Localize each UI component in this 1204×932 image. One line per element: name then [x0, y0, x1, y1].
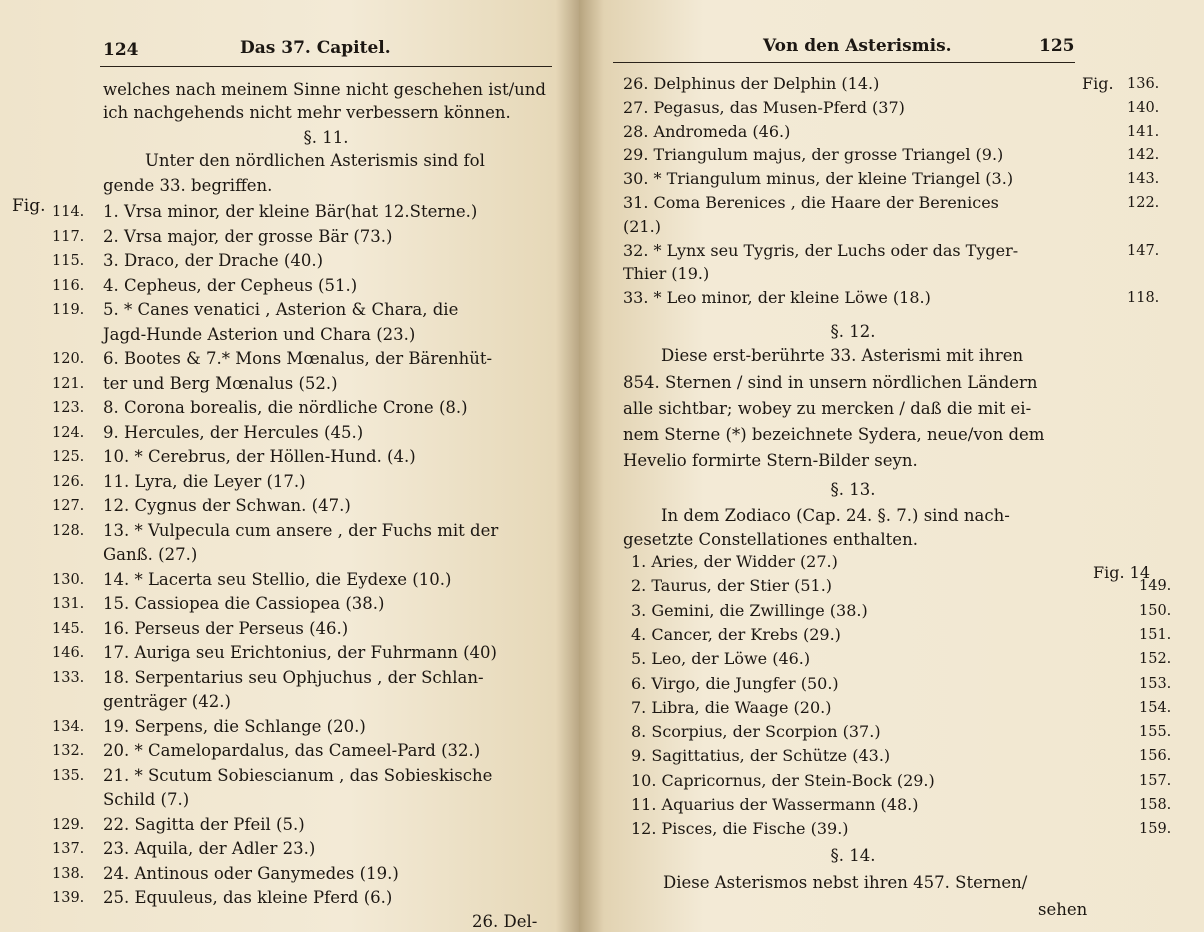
entry-text: 2. Taurus, der Stier (51.): [631, 576, 833, 596]
figure-number: 128.: [52, 522, 85, 539]
figure-number: 132.: [52, 743, 85, 759]
figure-number: 147.: [1127, 242, 1160, 259]
catchword: 26. Del-: [472, 912, 538, 931]
paragraph-line: Hevelio formirte Stern-Bilder seyn.: [623, 451, 918, 470]
entry-text: 15. Cassiopea die Cassiopea (38.): [103, 594, 385, 613]
entry-text: 12. Cygnus der Schwan. (47.): [103, 496, 351, 515]
entry-text: 11. Lyra, die Leyer (17.): [103, 471, 306, 491]
entry-text: 10. * Cerebrus, der Höllen-Hund. (4.): [103, 447, 416, 466]
entry-text: 3. Gemini, die Zwillinge (38.): [631, 600, 868, 620]
fig-label: Fig.: [1082, 74, 1114, 93]
entry-text: 9. Sagittatius, der Schütze (43.): [631, 746, 891, 766]
entry-text: 6. Virgo, die Jungfer (50.): [631, 673, 839, 693]
entry-text: 26. Delphinus der Delphin (14.): [623, 74, 880, 93]
figure-number: 157.: [1139, 772, 1172, 789]
figure-number: 158.: [1139, 797, 1172, 813]
figure-number: 123.: [52, 400, 85, 416]
entry-text: 22. Sagitta der Pfeil (5.): [103, 814, 305, 834]
entry-text: 21. * Scutum Sobiescianum , das Sobieskische: [103, 765, 493, 785]
entry-text: 8. Corona borealis, die nördliche Crone (8.): [103, 398, 468, 417]
page-number: 124: [103, 40, 139, 60]
entry-text: 3. Draco, der Drache (40.): [103, 251, 324, 270]
figure-number: 154.: [1139, 699, 1172, 716]
figure-number: 136.: [1127, 76, 1160, 92]
entry-text: Schild (7.): [103, 790, 190, 809]
figure-number: 146.: [52, 645, 85, 661]
paragraph-line: sehen: [1038, 900, 1088, 919]
entry-text: 30. * Triangulum minus, der kleine Triangel (3.): [623, 169, 1014, 189]
entry-text: Jagd-Hunde Asterion und Chara (23.): [103, 324, 416, 344]
entry-text: 12. Pisces, die Fische (39.): [631, 819, 849, 839]
entry-text: ter und Berg Mœnalus (52.): [103, 373, 338, 393]
running-header: Das 37. Capitel.: [240, 38, 391, 58]
entry-text: 20. * Camelopardalus, das Cameel-Pard (32.): [103, 741, 481, 760]
paragraph-line: Diese Asterismos nebst ihren 457. Sternen/: [663, 873, 1028, 892]
entry-text: 1. Vrsa minor, der kleine Bär(hat 12.Sterne.): [103, 202, 478, 221]
figure-number: 149.: [1139, 578, 1172, 595]
paragraph-line: In dem Zodiaco (Cap. 24. §. 7.) sind nach-: [661, 506, 1010, 525]
entry-text: 2. Vrsa major, der grosse Bär (73.): [103, 226, 393, 246]
figure-number: 145.: [52, 620, 85, 637]
figure-number: 155.: [1139, 724, 1172, 741]
paragraph-line: gesetzte Constellationes enthalten.: [623, 530, 918, 549]
right-page: [579, 0, 1204, 932]
figure-number: 143.: [1127, 171, 1160, 188]
entry-text: 33. * Leo minor, der kleine Löwe (18.): [623, 288, 931, 308]
running-header: Von den Asterismis.: [763, 36, 952, 56]
figure-number: 139.: [52, 890, 85, 906]
figure-number: 118.: [1127, 290, 1160, 307]
figure-number: 127.: [52, 498, 85, 514]
figure-number: 159.: [1139, 821, 1172, 838]
entry-text: 7. Libra, die Waage (20.): [631, 697, 832, 717]
entry-text: 25. Equuleus, das kleine Pferd (6.): [103, 888, 393, 907]
entry-text: 8. Scorpius, der Scorpion (37.): [631, 722, 881, 742]
entry-text: 1. Aries, der Widder (27.): [631, 552, 838, 571]
figure-number: 124.: [52, 424, 85, 441]
entry-text: 32. * Lynx seu Tygris, der Luchs oder das Tyger-: [623, 240, 1019, 260]
entry-text: 19. Serpens, die Schlange (20.): [103, 716, 366, 736]
section-heading: §. 13.: [830, 480, 876, 499]
entry-text: 17. Auriga seu Erichtonius, der Fuhrmann (40): [103, 643, 497, 662]
page-number: 125: [1039, 36, 1075, 56]
figure-number: 131.: [52, 596, 85, 612]
entry-text: 10. Capricornus, der Stein-Bock (29.): [631, 770, 935, 790]
entry-text: Thier (19.): [623, 264, 710, 284]
figure-number: 151.: [1139, 626, 1172, 643]
entry-text: 14. * Lacerta seu Stellio, die Eydexe (10.): [103, 569, 452, 589]
header-rule: [100, 66, 552, 67]
figure-number: 122.: [1127, 195, 1160, 211]
figure-number: 140.: [1127, 99, 1160, 116]
figure-number: 137.: [52, 841, 85, 857]
entry-text: 13. * Vulpecula cum ansere , der Fuchs mit der: [103, 520, 499, 540]
section-heading: §. 11.: [303, 128, 349, 147]
entry-text: (21.): [623, 216, 661, 236]
entry-text: 4. Cepheus, der Cepheus (51.): [103, 275, 358, 295]
figure-number: 153.: [1139, 675, 1172, 692]
left-page: [0, 0, 579, 932]
entry-text: 5. Leo, der Löwe (46.): [631, 649, 811, 669]
entry-text: 4. Cancer, der Krebs (29.): [631, 624, 841, 644]
figure-number: 117.: [52, 228, 85, 245]
entry-text: 29. Triangulum majus, der grosse Triangel (9.): [623, 145, 1004, 165]
entry-text: 28. Andromeda (46.): [623, 121, 791, 141]
figure-number: 142.: [1127, 147, 1160, 164]
entry-text: 5. * Canes venatici , Asterion & Chara, die: [103, 300, 459, 319]
figure-number: 134.: [52, 718, 85, 735]
entry-text: 23. Aquila, der Adler 23.): [103, 839, 316, 858]
entry-text: Ganß. (27.): [103, 545, 198, 564]
figure-number: 121.: [52, 375, 85, 392]
paragraph-line: Diese erst-berührte 33. Asterismi mit ihren: [661, 346, 1024, 365]
figure-number: 125.: [52, 449, 85, 465]
figure-number: 115.: [52, 253, 85, 269]
entry-text: genträger (42.): [103, 692, 231, 711]
entry-text: 27. Pegasus, das Musen-Pferd (37): [623, 97, 905, 117]
entry-text: 16. Perseus der Perseus (46.): [103, 618, 349, 638]
paragraph-line: nem Sterne (*) bezeichnete Sydera, neue/von dem: [623, 425, 1045, 444]
figure-number: 156.: [1139, 748, 1172, 765]
paragraph-line: alle sichtbar; wobey zu mercken / daß die mit ei-: [623, 399, 1032, 418]
paragraph-line: 854. Sternen / sind in unsern nördlichen Ländern: [623, 373, 1038, 392]
entry-text: 31. Coma Berenices , die Haare der Berenices: [623, 193, 999, 212]
figure-number: 116.: [52, 277, 85, 294]
entry-text: 11. Aquarius der Wassermann (48.): [631, 795, 919, 814]
paragraph-line: ich nachgehends nicht mehr verbessern können.: [103, 103, 511, 122]
intro-line: gende 33. begriffen.: [103, 176, 273, 195]
fig-label: Fig.: [12, 196, 46, 216]
header-rule: [613, 62, 1075, 63]
figure-number: 119.: [52, 302, 85, 318]
figure-number: 152.: [1139, 651, 1172, 668]
figure-number: 150.: [1139, 602, 1172, 619]
section-heading: §. 14.: [830, 846, 876, 865]
figure-number: 141.: [1127, 123, 1160, 140]
figure-number: 130.: [52, 571, 85, 588]
figure-number: 129.: [52, 816, 85, 833]
intro-line: Unter den nördlichen Asterismis sind fol: [145, 151, 485, 170]
figure-number: 120.: [52, 351, 85, 367]
figure-number: 126.: [52, 473, 85, 490]
entry-text: 24. Antinous oder Ganymedes (19.): [103, 863, 399, 883]
entry-text: 9. Hercules, der Hercules (45.): [103, 422, 364, 442]
fig-label: Fig. 14: [1093, 563, 1150, 582]
paragraph-line: welches nach meinem Sinne nicht geschehen ist/und: [103, 80, 546, 99]
figure-number: 133.: [52, 669, 85, 686]
figure-number: 138.: [52, 865, 85, 882]
figure-number: 135.: [52, 767, 85, 784]
entry-text: 18. Serpentarius seu Ophjuchus , der Schlan-: [103, 667, 484, 687]
section-heading: §. 12.: [830, 322, 876, 341]
figure-number: 114.: [52, 204, 85, 220]
entry-text: 6. Bootes & 7.* Mons Mœnalus, der Bärenhüt-: [103, 349, 493, 368]
